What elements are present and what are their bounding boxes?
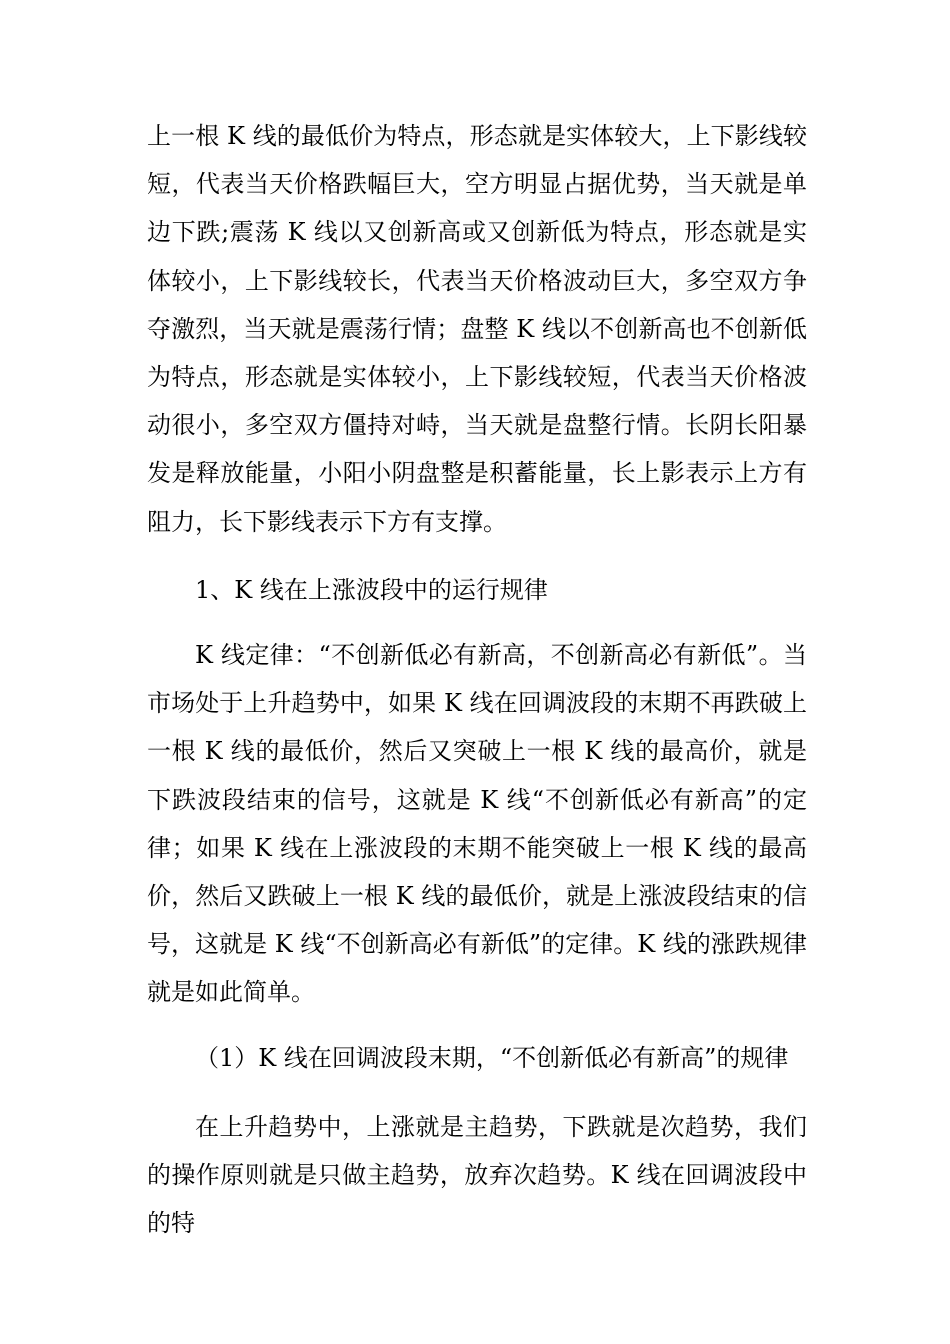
document-page — [147, 112, 807, 1247]
section-heading: 1、K 线在上涨波段中的运行规律 — [195, 575, 548, 604]
body-paragraph: 在上升趋势中，上涨就是主趋势，下跌就是次趋势，我们的操作原则就是只做主趋势，放弃次趋势。K 线在回调波段中的特 — [147, 1112, 807, 1238]
subsection-heading: （1）K 线在回调波段末期，“不创新低必有新高”的规律 — [195, 1043, 789, 1072]
body-paragraph: K 线定律：“不创新低必有新高，不创新高必有新低”。当市场处于上升趋势中，如果 K 线在回调波段的末期不再跌破上一根 K 线的最低价，然后又突破上一根 K 线的最高价，就是下跌波段结束的信号，这就是 K 线“不创新低必有新高”的定律；如果 K 线在上涨波段的末期不能突破上一根 K 线的最高价，然后又跌破上一根 K 线的最低价，就是上涨波段结束的信号，这就是 K 线“不创新高必有新低”的定律。K 线的涨跌规律就是如此简单。 — [147, 641, 807, 1007]
body-paragraph: 上一根 K 线的最低价为特点，形态就是实体较大，上下影线较短，代表当天价格跌幅巨大，空方明显占据优势，当天就是单边下跌;震荡 K 线以又创新高或又创新低为特点，形态就是实体较小，上下影线较长，代表当天价格波动巨大，多空双方争夺激烈，当天就是震荡行情；盘整 K 线以不创新高也不创新低为特点，形态就是实体较小，上下影线较短，代表当天价格波动很小，多空双方僵持对峙，当天就是盘整行情。长阴长阳暴发是释放能量，小阳小阴盘整是积蓄能量，长上影表示上方有阻力，长下影线表示下方有支撑。 — [147, 122, 807, 536]
